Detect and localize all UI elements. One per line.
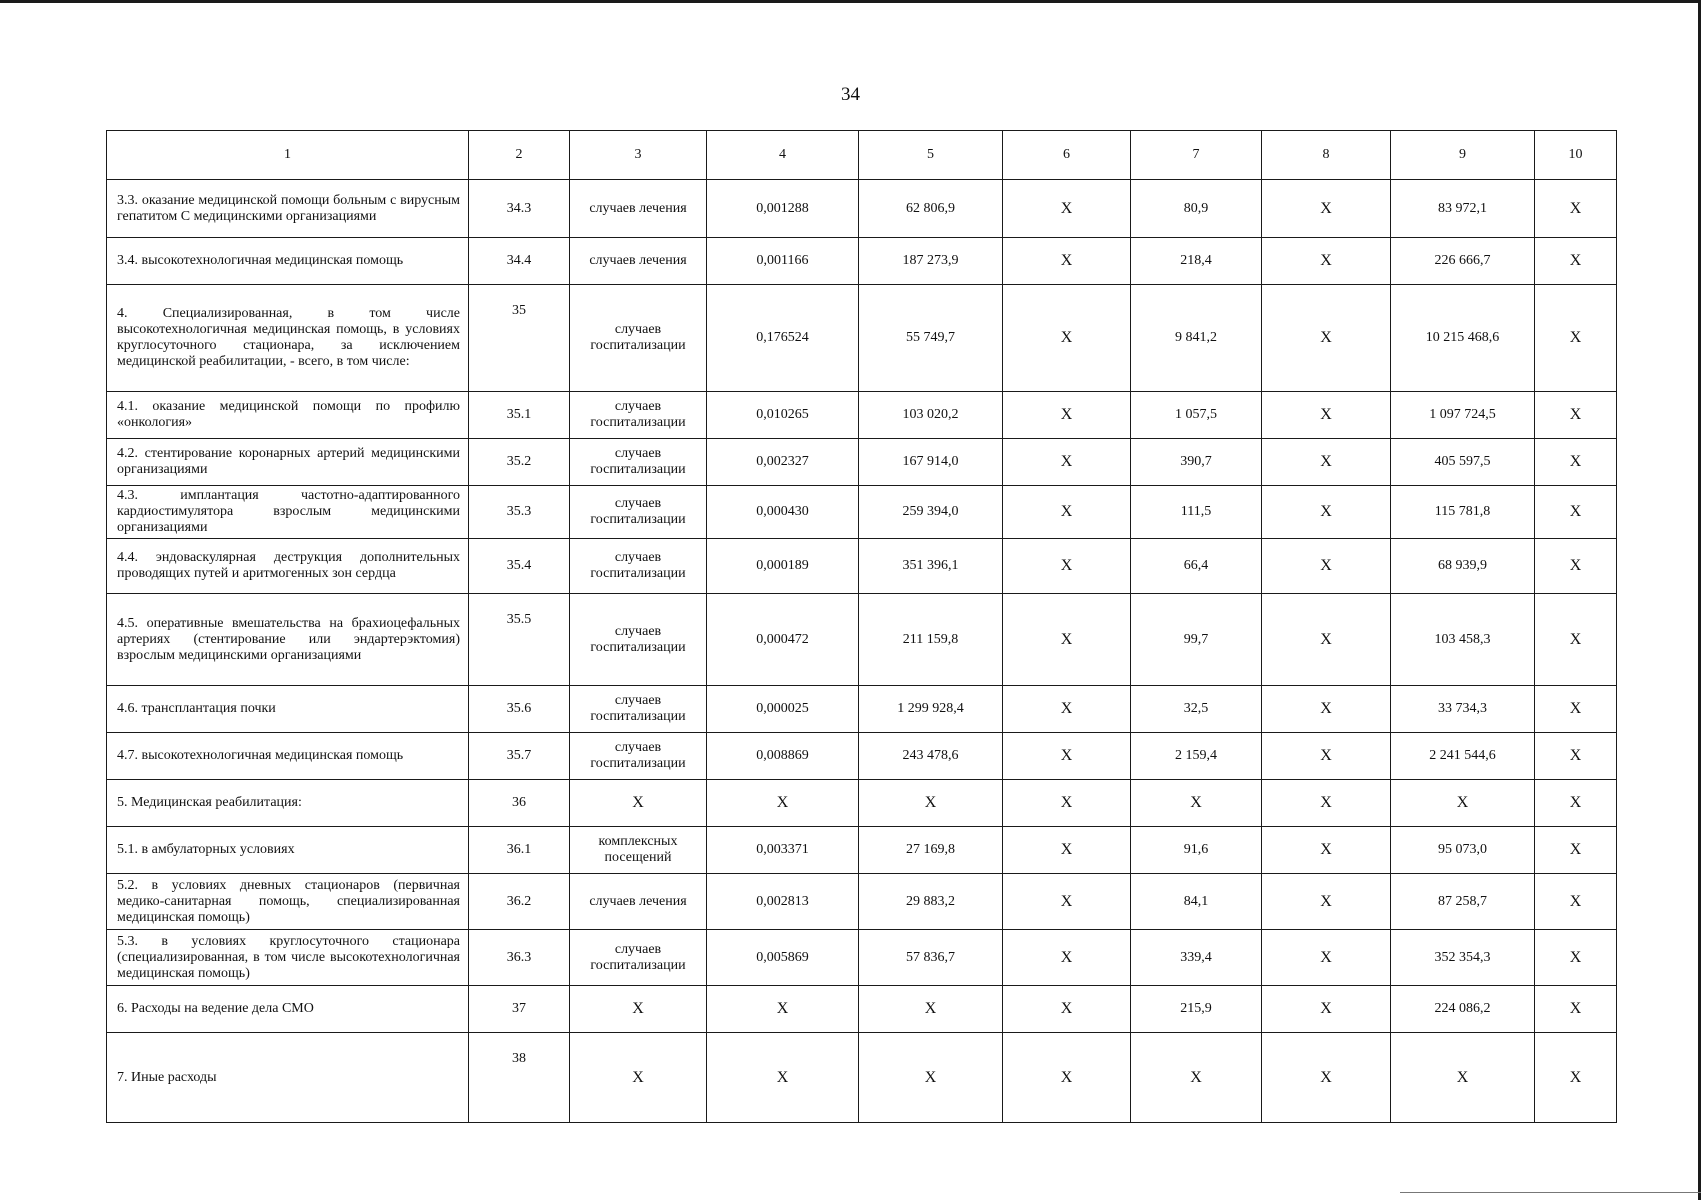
row-col9: 1 097 724,5 xyxy=(1391,392,1535,439)
page-number: 34 xyxy=(841,84,860,105)
row-cost: 57 836,7 xyxy=(859,930,1003,986)
row-rate: 0,000025 xyxy=(707,686,859,733)
row-name: 3.4. высокотехнологичная медицинская помощь xyxy=(107,238,469,285)
table-row xyxy=(107,486,1617,539)
header-cell-9: 9 xyxy=(1391,131,1535,180)
row-col10: X xyxy=(1535,539,1617,594)
table-row xyxy=(107,1033,1617,1123)
row-code: 36 xyxy=(469,780,570,827)
row-col6: X xyxy=(1003,780,1131,827)
table-row xyxy=(107,439,1617,486)
header-cell-2: 2 xyxy=(469,131,570,180)
row-col6: X xyxy=(1003,986,1131,1033)
table-row xyxy=(107,827,1617,874)
row-name: 3.3. оказание медицинской помощи больным с вирусным гепатитом С медицинскими организациями xyxy=(107,180,469,238)
row-col6: X xyxy=(1003,874,1131,930)
row-cost: 211 159,8 xyxy=(859,594,1003,686)
row-col6: X xyxy=(1003,686,1131,733)
row-unit: случаев госпитализации xyxy=(570,686,707,733)
header-cell-8: 8 xyxy=(1262,131,1391,180)
row-col9: 352 354,3 xyxy=(1391,930,1535,986)
row-col8: X xyxy=(1262,686,1391,733)
scan-edge-top xyxy=(0,0,1701,3)
row-name: 4.6. трансплантация почки xyxy=(107,686,469,733)
row-col9: X xyxy=(1391,780,1535,827)
row-code: 34.4 xyxy=(469,238,570,285)
row-rate: 0,000189 xyxy=(707,539,859,594)
row-code: 36.1 xyxy=(469,827,570,874)
row-code: 35 xyxy=(469,285,570,392)
row-col8: X xyxy=(1262,594,1391,686)
row-col10: X xyxy=(1535,733,1617,780)
row-col8: X xyxy=(1262,439,1391,486)
row-col9: X xyxy=(1391,1033,1535,1123)
table-row xyxy=(107,180,1617,238)
row-col10: X xyxy=(1535,285,1617,392)
row-rate: 0,003371 xyxy=(707,827,859,874)
row-col7: 339,4 xyxy=(1131,930,1262,986)
row-col8: X xyxy=(1262,874,1391,930)
row-col8: X xyxy=(1262,733,1391,780)
row-col7: X xyxy=(1131,1033,1262,1123)
row-cost: 243 478,6 xyxy=(859,733,1003,780)
row-unit: случаев госпитализации xyxy=(570,594,707,686)
row-col7: 99,7 xyxy=(1131,594,1262,686)
row-unit: случаев госпитализации xyxy=(570,285,707,392)
header-cell-6: 6 xyxy=(1003,131,1131,180)
table-row xyxy=(107,686,1617,733)
row-col8: X xyxy=(1262,180,1391,238)
row-name: 4. Специализированная, в том числе высокотехнологичная медицинская помощь, в условиях круглосуточного стационара, за исключением медицинской реабилитации, - всего, в том числе: xyxy=(107,285,469,392)
row-col10: X xyxy=(1535,874,1617,930)
row-col9: 226 666,7 xyxy=(1391,238,1535,285)
row-col8: X xyxy=(1262,930,1391,986)
row-col7: 2 159,4 xyxy=(1131,733,1262,780)
header-cell-3: 3 xyxy=(570,131,707,180)
row-col8: X xyxy=(1262,392,1391,439)
row-col7: 1 057,5 xyxy=(1131,392,1262,439)
row-col10: X xyxy=(1535,986,1617,1033)
row-cost: X xyxy=(859,986,1003,1033)
row-unit: случаев лечения xyxy=(570,238,707,285)
row-col9: 33 734,3 xyxy=(1391,686,1535,733)
header-row xyxy=(107,131,1617,180)
row-unit: случаев госпитализации xyxy=(570,439,707,486)
row-col9: 115 781,8 xyxy=(1391,486,1535,539)
table-row xyxy=(107,874,1617,930)
row-rate: X xyxy=(707,986,859,1033)
row-name: 4.7. высокотехнологичная медицинская помощь xyxy=(107,733,469,780)
row-code: 35.1 xyxy=(469,392,570,439)
row-code: 35.5 xyxy=(469,594,570,686)
row-col10: X xyxy=(1535,392,1617,439)
row-col6: X xyxy=(1003,180,1131,238)
row-col7: 215,9 xyxy=(1131,986,1262,1033)
row-col10: X xyxy=(1535,439,1617,486)
row-code: 37 xyxy=(469,986,570,1033)
row-col7: 218,4 xyxy=(1131,238,1262,285)
row-col7: 32,5 xyxy=(1131,686,1262,733)
row-rate: X xyxy=(707,1033,859,1123)
row-col6: X xyxy=(1003,285,1131,392)
row-unit: случаев лечения xyxy=(570,874,707,930)
row-col9: 224 086,2 xyxy=(1391,986,1535,1033)
header-cell-10: 10 xyxy=(1535,131,1617,180)
row-col10: X xyxy=(1535,238,1617,285)
row-col9: 87 258,7 xyxy=(1391,874,1535,930)
row-col7: 91,6 xyxy=(1131,827,1262,874)
row-cost: X xyxy=(859,1033,1003,1123)
table-row xyxy=(107,780,1617,827)
row-col9: 95 073,0 xyxy=(1391,827,1535,874)
row-name: 4.3. имплантация частотно-адаптированного кардиостимулятора взрослым медицинскими организациями xyxy=(107,486,469,539)
table-row xyxy=(107,594,1617,686)
row-cost: X xyxy=(859,780,1003,827)
row-col7: 9 841,2 xyxy=(1131,285,1262,392)
row-col6: X xyxy=(1003,392,1131,439)
scan-line-bottom xyxy=(1400,1192,1701,1193)
row-col8: X xyxy=(1262,486,1391,539)
row-name: 5. Медицинская реабилитация: xyxy=(107,780,469,827)
row-name: 6. Расходы на ведение дела СМО xyxy=(107,986,469,1033)
row-col6: X xyxy=(1003,733,1131,780)
row-code: 34.3 xyxy=(469,180,570,238)
row-col7: 80,9 xyxy=(1131,180,1262,238)
row-code: 36.3 xyxy=(469,930,570,986)
row-col10: X xyxy=(1535,930,1617,986)
row-rate: 0,001288 xyxy=(707,180,859,238)
row-col10: X xyxy=(1535,1033,1617,1123)
row-col10: X xyxy=(1535,827,1617,874)
row-col8: X xyxy=(1262,1033,1391,1123)
row-col6: X xyxy=(1003,439,1131,486)
row-col9: 68 939,9 xyxy=(1391,539,1535,594)
table-row xyxy=(107,285,1617,392)
row-col6: X xyxy=(1003,238,1131,285)
header-cell-5: 5 xyxy=(859,131,1003,180)
row-cost: 55 749,7 xyxy=(859,285,1003,392)
row-name: 4.4. эндоваскулярная деструкция дополнительных проводящих путей и аритмогенных зон сердца xyxy=(107,539,469,594)
row-unit: случаев госпитализации xyxy=(570,392,707,439)
row-col6: X xyxy=(1003,594,1131,686)
row-rate: 0,008869 xyxy=(707,733,859,780)
table-row xyxy=(107,986,1617,1033)
row-rate: 0,002327 xyxy=(707,439,859,486)
row-code: 35.7 xyxy=(469,733,570,780)
row-code: 35.2 xyxy=(469,439,570,486)
row-col6: X xyxy=(1003,539,1131,594)
row-unit: X xyxy=(570,1033,707,1123)
row-unit: X xyxy=(570,780,707,827)
row-cost: 167 914,0 xyxy=(859,439,1003,486)
row-unit: случаев госпитализации xyxy=(570,930,707,986)
row-col6: X xyxy=(1003,930,1131,986)
row-col10: X xyxy=(1535,780,1617,827)
row-name: 7. Иные расходы xyxy=(107,1033,469,1123)
row-name: 5.2. в условиях дневных стационаров (первичная медико-санитарная помощь, специализированная медицинская помощь) xyxy=(107,874,469,930)
row-cost: 1 299 928,4 xyxy=(859,686,1003,733)
row-cost: 187 273,9 xyxy=(859,238,1003,285)
row-code: 38 xyxy=(469,1033,570,1123)
table-row xyxy=(107,392,1617,439)
row-col8: X xyxy=(1262,539,1391,594)
row-rate: X xyxy=(707,780,859,827)
row-col9: 83 972,1 xyxy=(1391,180,1535,238)
row-col7: 111,5 xyxy=(1131,486,1262,539)
row-rate: 0,005869 xyxy=(707,930,859,986)
row-col6: X xyxy=(1003,486,1131,539)
row-name: 4.1. оказание медицинской помощи по профилю «онкология» xyxy=(107,392,469,439)
row-cost: 27 169,8 xyxy=(859,827,1003,874)
row-col10: X xyxy=(1535,180,1617,238)
row-col10: X xyxy=(1535,486,1617,539)
row-col7: X xyxy=(1131,780,1262,827)
header-cell-4: 4 xyxy=(707,131,859,180)
row-name: 4.2. стентирование коронарных артерий медицинскими организациями xyxy=(107,439,469,486)
row-col8: X xyxy=(1262,827,1391,874)
row-col8: X xyxy=(1262,986,1391,1033)
row-rate: 0,001166 xyxy=(707,238,859,285)
row-rate: 0,176524 xyxy=(707,285,859,392)
row-col9: 103 458,3 xyxy=(1391,594,1535,686)
row-name: 5.1. в амбулаторных условиях xyxy=(107,827,469,874)
row-cost: 29 883,2 xyxy=(859,874,1003,930)
row-col8: X xyxy=(1262,285,1391,392)
table-row xyxy=(107,930,1617,986)
row-col8: X xyxy=(1262,780,1391,827)
row-col9: 2 241 544,6 xyxy=(1391,733,1535,780)
row-col6: X xyxy=(1003,1033,1131,1123)
table-row xyxy=(107,733,1617,780)
row-col10: X xyxy=(1535,686,1617,733)
data-table xyxy=(106,130,1617,1123)
row-code: 35.3 xyxy=(469,486,570,539)
row-col10: X xyxy=(1535,594,1617,686)
row-col7: 66,4 xyxy=(1131,539,1262,594)
row-unit: случаев госпитализации xyxy=(570,733,707,780)
row-rate: 0,002813 xyxy=(707,874,859,930)
row-col7: 84,1 xyxy=(1131,874,1262,930)
row-col9: 405 597,5 xyxy=(1391,439,1535,486)
row-col6: X xyxy=(1003,827,1131,874)
row-unit: X xyxy=(570,986,707,1033)
row-code: 35.6 xyxy=(469,686,570,733)
row-rate: 0,000430 xyxy=(707,486,859,539)
row-cost: 103 020,2 xyxy=(859,392,1003,439)
row-cost: 62 806,9 xyxy=(859,180,1003,238)
row-name: 5.3. в условиях круглосуточного стационара (специализированная, в том числе высокотехнологичная медицинская помощь) xyxy=(107,930,469,986)
row-rate: 0,010265 xyxy=(707,392,859,439)
header-cell-1: 1 xyxy=(107,131,469,180)
row-code: 35.4 xyxy=(469,539,570,594)
row-col8: X xyxy=(1262,238,1391,285)
row-name: 4.5. оперативные вмешательства на брахиоцефальных артериях (стентирование или эндартерэктомия) взрослым медицинскими организациями xyxy=(107,594,469,686)
row-unit: случаев госпитализации xyxy=(570,486,707,539)
row-col9: 10 215 468,6 xyxy=(1391,285,1535,392)
header-cell-7: 7 xyxy=(1131,131,1262,180)
table-row xyxy=(107,539,1617,594)
row-cost: 259 394,0 xyxy=(859,486,1003,539)
row-unit: комплексных посещений xyxy=(570,827,707,874)
row-unit: случаев госпитализации xyxy=(570,539,707,594)
table-row xyxy=(107,238,1617,285)
row-cost: 351 396,1 xyxy=(859,539,1003,594)
row-unit: случаев лечения xyxy=(570,180,707,238)
row-rate: 0,000472 xyxy=(707,594,859,686)
row-code: 36.2 xyxy=(469,874,570,930)
row-col7: 390,7 xyxy=(1131,439,1262,486)
